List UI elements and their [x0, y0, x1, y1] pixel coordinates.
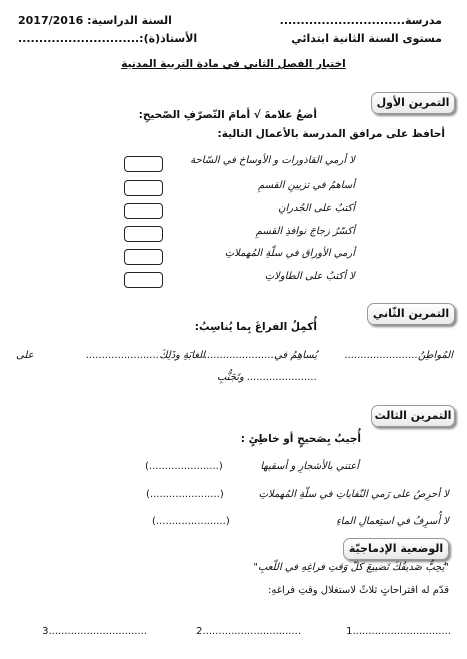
fill-blank-part1: المُواطِنُ....................... — [344, 350, 453, 361]
answer-blank-1[interactable]: 1............................... — [346, 626, 451, 637]
class-level: مستوى السنة الثانية ابتدائي — [291, 32, 442, 45]
list-item: لا أرمي القاذورات و الأوساخ في السّاحة — [190, 155, 355, 166]
answer-checkbox[interactable] — [124, 203, 163, 219]
true-false-answer[interactable]: (......................) — [145, 461, 223, 472]
integration-prompt: "يُحِبُّ صَديقُكَ تَضييعَ كلّ وَقتِ فراغِهِ في اللّعبِ" — [253, 562, 449, 573]
answer-checkbox[interactable] — [124, 249, 163, 265]
fill-blank-part4: على — [16, 350, 34, 361]
answer-blank-2[interactable]: 2............................... — [196, 626, 301, 637]
exercise3-title: التمرين الثالث — [371, 405, 455, 427]
answer-checkbox[interactable] — [124, 226, 163, 242]
fill-blank-part2: يُساهِمُ في....................... — [200, 350, 317, 361]
fill-blank-line2: ...................... وتَجَنُّبِ — [216, 372, 317, 383]
exercise1-subtitle: أحافظ على مرافق المدرسة بالأعمال التالية: — [217, 128, 445, 140]
school-field: مدرسة.............................. — [279, 14, 442, 27]
true-false-item: أعتني بالأشجارِ و أسقيها — [260, 461, 359, 472]
school-year: السنة الدراسية: 2017/2016 — [18, 14, 172, 27]
integration-title: الوضعية الإدماجيّة — [343, 538, 449, 560]
teacher-field: الأستاذ(ة):............................. — [18, 32, 198, 45]
list-item: أرمي الأوراق في سلّةِ المُهملاتِ — [224, 248, 355, 259]
exercise1-instruction: أضعُ علامةَ √ أمامَ التّصرّفِ الصّحيحِ: — [138, 109, 317, 121]
list-item: أكسّرُ زجاجَ نوافذِ القسمِ — [255, 226, 355, 237]
exercise2-title: التمرين الثّاني — [367, 303, 455, 325]
fill-blank-part3: الغابَةِ وذَلِكَ....................... — [86, 350, 205, 361]
true-false-item: لا أُسرِفُ في استِعمالِ الماءِ — [335, 516, 449, 527]
true-false-answer[interactable]: (......................) — [152, 516, 230, 527]
exercise3-instruction: أُجيبُ بِصَحيحٍ أو خاطِئٍ : — [240, 433, 361, 445]
answer-checkbox[interactable] — [124, 272, 163, 288]
exercise2-instruction: أُكمِلُ الفراغَ بِما يُناسِبُ: — [194, 321, 317, 333]
answer-checkbox[interactable] — [124, 180, 163, 196]
list-item: أكتبُ على الجُدرانِ — [278, 203, 355, 214]
list-item: أساهمُ في تزيينِ القسمِ — [258, 180, 355, 191]
list-item: لا أكتبُ على الطاولاتِ — [264, 271, 355, 282]
answer-checkbox[interactable] — [124, 156, 163, 172]
exercise1-title: التمرين الأول — [371, 92, 455, 114]
true-false-item: لا أحرِصُ على رَمي النّفاياتِ في سلّةِ المُهملاتِ — [258, 489, 449, 500]
integration-task: قدّم له اقتراحاتٍ ثلاثً لاستغلال وقتِ فراغهِ: — [267, 585, 449, 596]
exam-title: اختبار الفصل الثاني في مادة التربية المدنية — [121, 58, 346, 70]
true-false-answer[interactable]: (......................) — [146, 489, 224, 500]
answer-blank-3[interactable]: 3............................... — [42, 626, 147, 637]
